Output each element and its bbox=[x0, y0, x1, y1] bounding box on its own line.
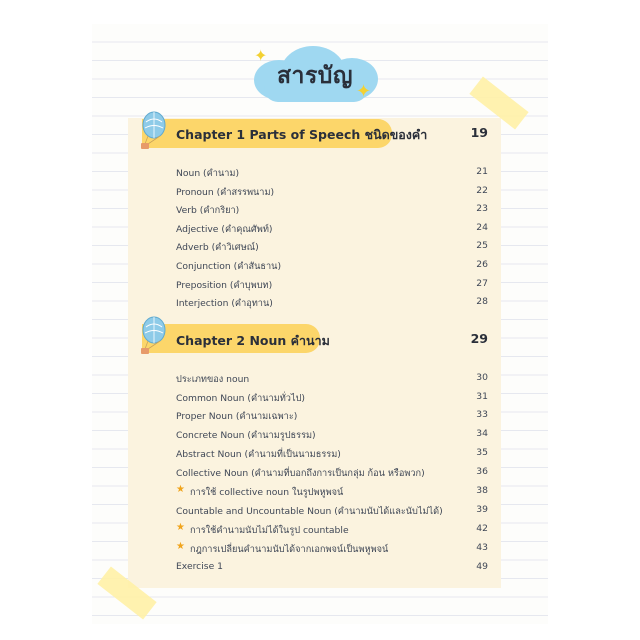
hot-air-balloon-icon bbox=[134, 110, 168, 152]
toc-subentry: ★ กฎการเปลี่ยนคำนามนับได้จากเอกพจน์เป็นพหูพจน์ 43 bbox=[176, 541, 488, 555]
toc-entry: Interjection (คำอุทาน) 28 bbox=[176, 296, 488, 309]
toc-entry: Conjunction (คำสันธาน) 26 bbox=[176, 259, 488, 272]
chapter-1-page: 19 bbox=[470, 125, 488, 140]
toc-entry: ประเภทของ noun 30 bbox=[176, 372, 488, 385]
star-bullet-icon: ★ bbox=[176, 541, 185, 552]
toc-entry: Concrete Noun (คำนามรูปธรรม) 34 bbox=[176, 428, 488, 441]
toc-entry: Proper Noun (คำนามเฉพาะ) 33 bbox=[176, 409, 488, 422]
hot-air-balloon-icon bbox=[134, 315, 168, 357]
toc-subentry: ★ การใช้คำนามนับไม่ได้ในรูป countable 42 bbox=[176, 522, 488, 536]
sparkle-icon: ✦ bbox=[254, 46, 268, 65]
toc-entry: Pronoun (คำสรรพนาม) 22 bbox=[176, 185, 488, 198]
toc-entry: Preposition (คำบุพบท) 27 bbox=[176, 278, 488, 291]
toc-entry: Adverb (คำวิเศษณ์) 25 bbox=[176, 240, 488, 253]
star-bullet-icon: ★ bbox=[176, 484, 185, 495]
chapter-2-title: Chapter 2 Noun คำนาม bbox=[176, 333, 330, 348]
chapter-1-title: Chapter 1 Parts of Speech ชนิดของคำ bbox=[176, 127, 428, 142]
toc-entry: Noun (คำนาม) 21 bbox=[176, 166, 488, 179]
toc-entry: Collective Noun (คำนามที่บอกถึงการเป็นกลุ่ม ก้อน หรือพวก) 36 bbox=[176, 466, 488, 479]
toc-entry: Countable and Uncountable Noun (คำนามนับได้และนับไม่ได้) 39 bbox=[176, 504, 488, 517]
page-title: สารบัญ bbox=[276, 63, 353, 89]
sparkle-icon: ✦ bbox=[356, 81, 372, 102]
toc-subentry: ★ การใช้ collective noun ในรูปพหูพจน์ 38 bbox=[176, 484, 488, 498]
chapter-2-page: 29 bbox=[470, 331, 488, 346]
toc-entry: Verb (คำกริยา) 23 bbox=[176, 203, 488, 216]
star-bullet-icon: ★ bbox=[176, 522, 185, 533]
toc-entry: Adjective (คำคุณศัพท์) 24 bbox=[176, 222, 488, 235]
toc-entry: Exercise 1 49 bbox=[176, 561, 488, 572]
toc-entry: Abstract Noun (คำนามที่เป็นนามธรรม) 35 bbox=[176, 447, 488, 460]
toc-entry: Common Noun (คำนามทั่วไป) 31 bbox=[176, 391, 488, 404]
